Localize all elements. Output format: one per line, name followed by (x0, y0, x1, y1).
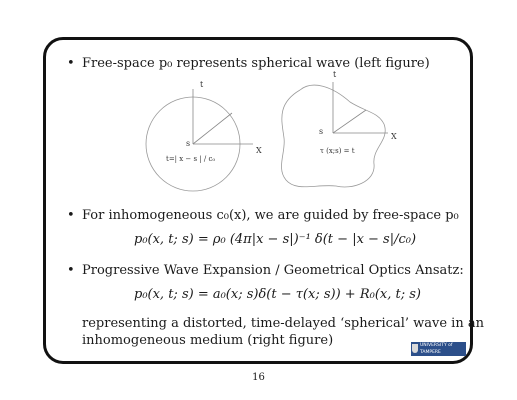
logo-text: UNIVERSITY of TAMPERE (420, 343, 453, 355)
left-caption: t=| x − s | / c₀ (166, 155, 216, 163)
right-s-label: s (319, 127, 324, 136)
paragraph-line-2: inhomogeneous medium (right figure) (82, 333, 334, 348)
right-figure (281, 82, 388, 187)
right-x-label: X (391, 132, 397, 141)
left-t-label: t (200, 80, 204, 89)
page-number: 16 (252, 372, 265, 383)
bullet-1-text: Free-space p₀ represents spherical wave (left figure) (82, 56, 430, 71)
crest-icon (412, 344, 418, 353)
university-logo (411, 342, 466, 356)
right-caption: τ (x;s) = t (320, 147, 355, 155)
left-x-label: X (256, 146, 262, 155)
radius-line (193, 113, 232, 144)
bullet-3-marker: • (67, 263, 75, 278)
left-s-label: s (186, 139, 191, 148)
right-t-label: t (333, 70, 337, 79)
equation-2: p₀(x, t; s) = a₀(x; s)δ(t − τ(x; s)) + R₀(x, t; s) (134, 287, 421, 302)
bullet-2-marker: • (67, 208, 75, 223)
bullet-3-text: Progressive Wave Expansion / Geometrical Optics Ansatz: (82, 263, 464, 278)
ray-line-right (333, 110, 366, 133)
equation-1: p₀(x, t; s) = ρ₀ (4π|x − s|)⁻¹ δ(t − |x − s|/c₀) (134, 232, 417, 247)
left-figure (146, 89, 253, 191)
paragraph-line-1: representing a distorted, time-delayed ‘spherical’ wave in an (82, 316, 484, 331)
bullet-2-text: For inhomogeneous c₀(x), we are guided by free-space p₀ (82, 208, 459, 223)
bullet-1-marker: • (67, 56, 75, 71)
